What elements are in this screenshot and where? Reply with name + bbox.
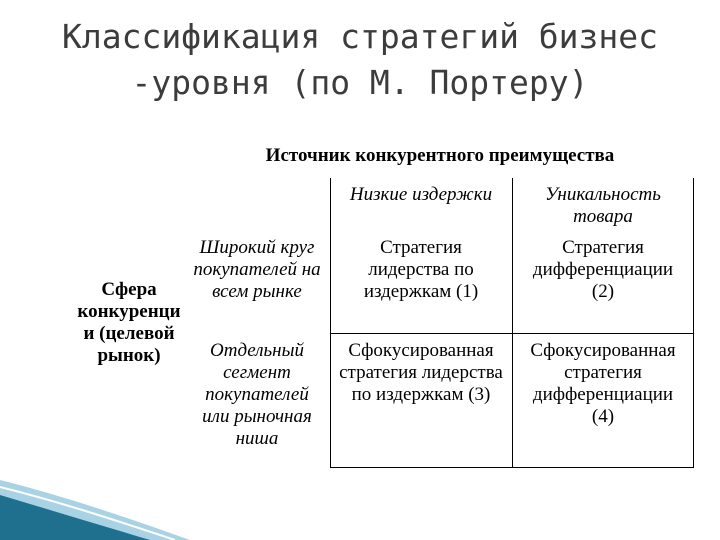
cell-line: Стратегия <box>562 237 644 258</box>
row-label-line: всем рынке <box>212 281 302 302</box>
cell-differentiation <box>512 237 694 303</box>
row-group-label-line: конкуренци <box>77 301 181 322</box>
cell-line: Сфокусированная <box>530 340 676 361</box>
table-vertical-divider <box>330 178 331 468</box>
row-label-line: или рыночная <box>202 406 312 427</box>
column-header-uniqueness <box>512 184 694 228</box>
title-line-2: -уровня (по М. Портеру) <box>131 63 589 102</box>
row-group-label-line: рынок) <box>97 345 161 366</box>
table-vertical-divider <box>693 178 694 468</box>
cell-line: дифференциации <box>532 259 674 280</box>
slide-title <box>0 14 720 106</box>
cell-cost-leadership <box>330 237 512 303</box>
row-label-line: покупателей на <box>193 259 321 280</box>
column-header-uniqueness-line1: Уникальность <box>545 184 661 205</box>
cell-line: Стратегия <box>380 237 462 258</box>
cell-line: стратегия лидерства <box>339 362 503 383</box>
table-vertical-divider <box>512 178 513 468</box>
cell-line: дифференциации <box>532 384 674 405</box>
row-group-label-line: и (целевой <box>83 323 175 344</box>
cell-line: стратегия <box>564 362 642 383</box>
row-label-line: покупателей <box>205 384 309 405</box>
row-label-line: Широкий круг <box>199 237 315 258</box>
title-line-1: Классификация стратегий бизнес <box>61 17 659 56</box>
row-label-line: Отдельный <box>210 340 304 361</box>
row-label-broad-market <box>182 237 332 303</box>
cell-line: издержкам (1) <box>363 281 479 302</box>
row-label-line: ниша <box>235 428 279 449</box>
cell-line: по издержкам (3) <box>351 384 491 405</box>
cell-line: Сфокусированная <box>348 340 494 361</box>
row-label-line: сегмент <box>223 362 291 383</box>
cell-line: (2) <box>591 281 615 302</box>
header-advantage-source: Источник конкурентного преимущества <box>265 145 615 166</box>
decorative-swoosh <box>0 440 720 540</box>
row-label-narrow-segment <box>182 340 332 450</box>
column-header-uniqueness-line2: товара <box>573 206 633 227</box>
column-header-low-cost: Низкие издержки <box>349 184 493 205</box>
cell-line: лидерства по <box>368 259 474 280</box>
row-group-label-line: Сфера <box>101 279 157 300</box>
table-row-divider <box>330 333 694 334</box>
row-group-label <box>70 279 188 367</box>
cell-focused-differentiation <box>512 340 694 428</box>
cell-focused-cost-leadership <box>330 340 512 406</box>
cell-line: (4) <box>591 406 615 427</box>
